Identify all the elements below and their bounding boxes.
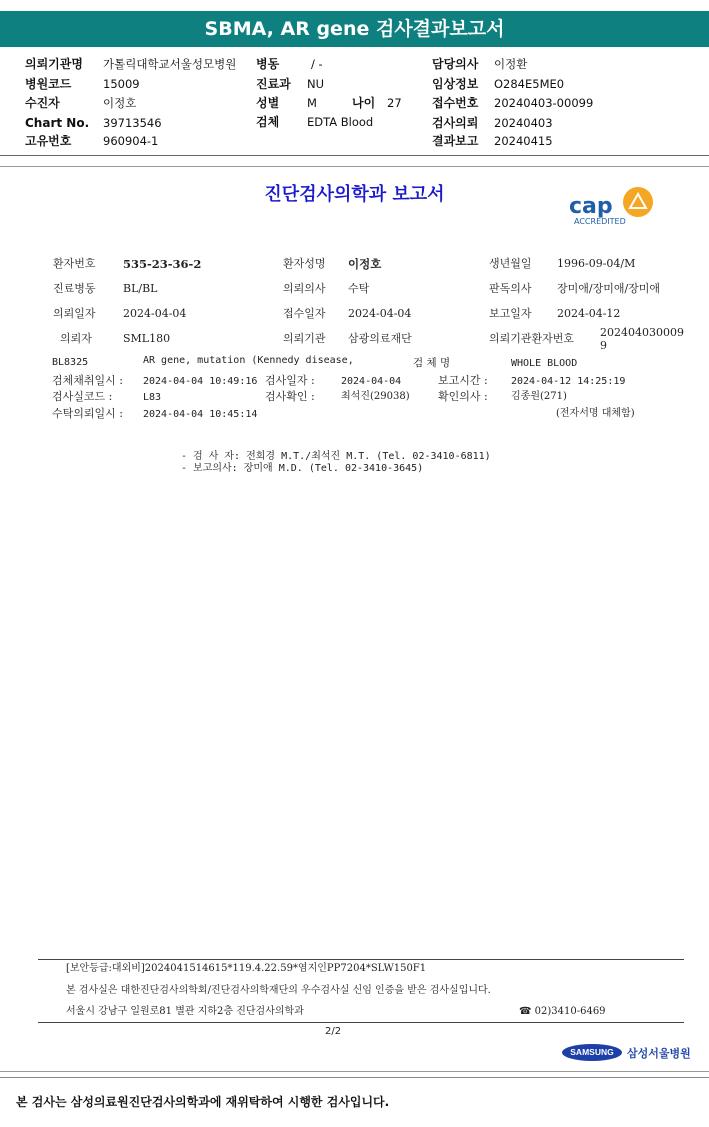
cap-logo-subtext: ACCREDITED bbox=[574, 217, 626, 226]
header-label: Chart No. bbox=[25, 116, 90, 130]
header-value: 20240403 bbox=[494, 116, 553, 130]
report-main-title: SBMA, AR gene 검사결과보고서 bbox=[204, 18, 505, 40]
report-frame bbox=[0, 166, 709, 1072]
header-label: 병원코드 bbox=[25, 77, 72, 91]
header-value: M bbox=[307, 96, 317, 110]
field-label: 의뢰기관환자번호 bbox=[489, 332, 575, 345]
bottom-divider bbox=[0, 1077, 709, 1078]
title-bar bbox=[0, 11, 709, 47]
field-label: 보고일자 bbox=[489, 307, 532, 320]
header-value: NU bbox=[307, 77, 325, 91]
field-value-suffix: 9 bbox=[600, 339, 607, 352]
field-value: 장미애/장미애/장미애 bbox=[557, 282, 661, 295]
detail-label: 검사일자 : bbox=[265, 374, 315, 387]
detail-label: 수탁의뢰일시 : bbox=[52, 407, 123, 420]
detail-value: 김종원(271) bbox=[511, 391, 567, 402]
samsung-logo: SAMSUNG bbox=[562, 1044, 622, 1061]
header-value: O284E5ME0 bbox=[494, 77, 565, 91]
header-label: 결과보고 bbox=[432, 134, 479, 148]
field-label: 의뢰자 bbox=[60, 332, 92, 345]
header-value: 이정호 bbox=[103, 96, 137, 110]
certification-line: 본 검사실은 대한진단검사의학회/진단검사의학재단의 우수검사실 신임 인증을 받은 검사실입니다. bbox=[66, 985, 491, 996]
header-value: 39713546 bbox=[103, 116, 162, 130]
cap-logo-text: cap bbox=[569, 194, 613, 219]
header-label: 진료과 bbox=[256, 77, 291, 91]
field-label: 진료병동 bbox=[53, 282, 96, 295]
security-line: [보안등급:대외비]2024041514615*119.4.22.59*염지인PP7204*SLW150F1 bbox=[66, 963, 427, 974]
header-value: 20240403-00099 bbox=[494, 96, 594, 110]
header-label: 의뢰기관명 bbox=[25, 57, 83, 71]
field-value: 수탁 bbox=[348, 282, 370, 295]
age-value: 27 bbox=[387, 96, 402, 110]
detail-value: L83 bbox=[143, 392, 162, 403]
field-value: 1996-09-04/M bbox=[557, 257, 636, 270]
detail-value: 2024-04-04 10:45:14 bbox=[143, 409, 258, 420]
hospital-name: 삼성서울병원 bbox=[627, 1047, 691, 1060]
address-line: 서울시 강남구 일원로81 별관 지하2층 진단검사의학과 bbox=[66, 1006, 304, 1017]
field-label: 의뢰의사 bbox=[283, 282, 326, 295]
cap-accredited-logo bbox=[566, 186, 660, 228]
header-value: 20240415 bbox=[494, 134, 553, 148]
tester-info: - 검 사 자: 전희경 M.T./최석진 M.T. (Tel. 02-3410-6811) bbox=[181, 451, 491, 462]
test-name: AR gene, mutation (Kennedy disease, bbox=[143, 355, 354, 366]
age-label: 나이 bbox=[352, 96, 376, 110]
field-value: 2024-04-12 bbox=[557, 307, 621, 320]
field-label: 의뢰기관 bbox=[283, 332, 326, 345]
e-signature-note: (전자서명 대체함) bbox=[556, 408, 635, 419]
footer-bottom-line bbox=[38, 1022, 684, 1023]
detail-label: 확인의사 : bbox=[438, 390, 488, 403]
detail-label: 검체채취일시 : bbox=[52, 374, 123, 387]
header-label: 수진자 bbox=[25, 96, 60, 110]
field-value: BL/BL bbox=[123, 282, 158, 295]
header-label: 성별 bbox=[256, 96, 280, 110]
header-value: EDTA Blood bbox=[307, 115, 374, 129]
phone-line: ☎ 02)3410-6469 bbox=[519, 1006, 606, 1017]
field-label: 환자번호 bbox=[53, 257, 96, 270]
reporting-doctor-info: - 보고의사: 장미애 M.D. (Tel. 02-3410-3645) bbox=[181, 463, 424, 474]
header-value: 15009 bbox=[103, 77, 140, 91]
header-label: 병동 bbox=[256, 57, 280, 71]
header-divider bbox=[0, 155, 709, 156]
field-value: 이정호 bbox=[348, 257, 382, 271]
specimen-label: 검 체 명 bbox=[413, 357, 451, 369]
header-label: 담당의사 bbox=[432, 57, 479, 71]
specimen-value: WHOLE BLOOD bbox=[511, 358, 578, 369]
header-label: 검사의뢰 bbox=[432, 116, 479, 130]
field-label: 환자성명 bbox=[283, 257, 326, 270]
test-code: BL8325 bbox=[52, 357, 89, 368]
detail-label: 보고시간 : bbox=[438, 374, 488, 387]
field-value: 202404030009 bbox=[600, 326, 684, 339]
field-label: 의뢰일자 bbox=[53, 307, 96, 320]
header-value: / - bbox=[311, 57, 323, 71]
header-value: 960904-1 bbox=[103, 134, 159, 148]
detail-value: 최석진(29038) bbox=[341, 391, 410, 402]
field-label: 판독의사 bbox=[489, 282, 532, 295]
detail-label: 검사확인 : bbox=[265, 390, 315, 403]
field-value: 2024-04-04 bbox=[123, 307, 187, 320]
field-value: 535-23-36-2 bbox=[123, 257, 202, 271]
header-value: 이정환 bbox=[494, 57, 528, 71]
field-label: 접수일자 bbox=[283, 307, 326, 320]
header-label: 검체 bbox=[256, 115, 280, 129]
bottom-note: 본 검사는 삼성의료원진단검사의학과에 재위탁하여 시행한 검사입니다. bbox=[16, 1095, 390, 1109]
cap-seal-icon bbox=[623, 187, 653, 217]
field-value: 삼광의료재단 bbox=[348, 332, 412, 345]
detail-value: 2024-04-12 14:25:19 bbox=[511, 376, 626, 387]
field-value: SML180 bbox=[123, 332, 171, 345]
field-label: 생년월일 bbox=[489, 257, 532, 270]
header-label: 임상정보 bbox=[432, 77, 479, 91]
detail-value: 2024-04-04 10:49:16 bbox=[143, 376, 258, 387]
report-title: 진단검사의학과 보고서 bbox=[264, 184, 445, 205]
header-label: 접수번호 bbox=[432, 96, 479, 110]
detail-value: 2024-04-04 bbox=[341, 376, 402, 387]
header-label: 고유번호 bbox=[25, 134, 72, 148]
page-number: 2/2 bbox=[325, 1026, 342, 1037]
detail-label: 검사실코드 : bbox=[52, 390, 113, 403]
header-value: 가톨릭대학교서울성모병원 bbox=[103, 57, 237, 71]
field-value: 2024-04-04 bbox=[348, 307, 412, 320]
footer-top-line bbox=[38, 959, 684, 960]
